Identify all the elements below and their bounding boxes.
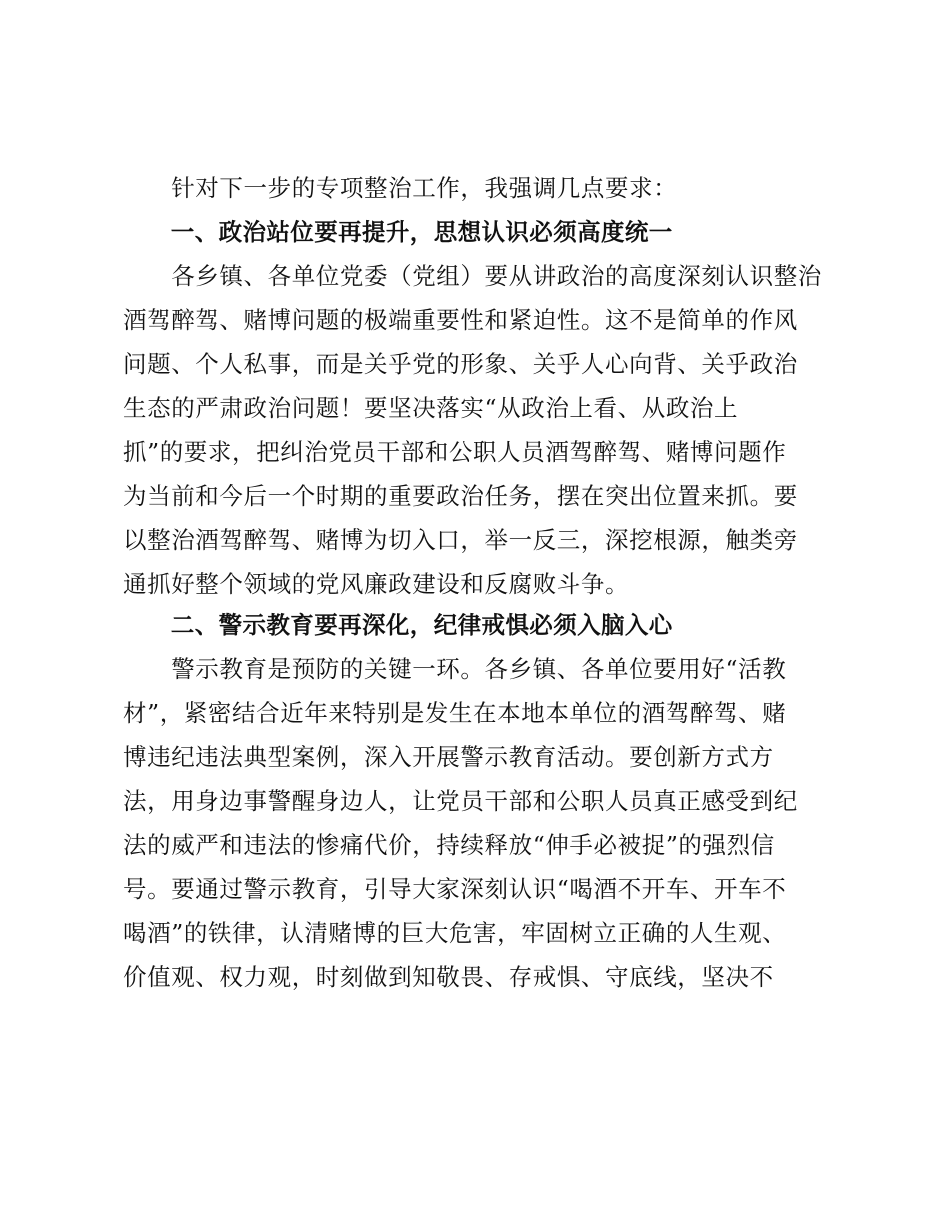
paragraph-line: 生态的严肃政治问题！要坚决落实“从政治上看、从政治上: [123, 394, 739, 422]
paragraph-line: 号。要通过警示教育，引导大家深刻认识“喝酒不开车、开车不: [123, 875, 787, 903]
paragraph-line: 为当前和今后一个时期的重要政治任务，摆在突出位置来抓。要: [123, 482, 798, 510]
paragraph-line: 问题、个人私事，而是关乎党的形象、关乎人心向背、关乎政治: [123, 350, 798, 378]
paragraph-line: 抓”的要求，把纠治党员干部和公职人员酒驾醉驾、赌博问题作: [123, 438, 787, 466]
paragraph-line: 各乡镇、各单位党委（党组）要从讲政治的高度深刻认识整治: [123, 262, 822, 290]
intro-line: 针对下一步的专项整治工作，我强调几点要求：: [123, 174, 678, 202]
section-heading-1: 一、政治站位要再提升，思想认识必须高度统一: [123, 218, 673, 246]
paragraph-line: 酒驾醉驾、赌博问题的极端重要性和紧迫性。这不是简单的作风: [123, 306, 798, 334]
paragraph-line: 法的威严和违法的惨痛代价，持续释放“伸手必被捉”的强烈信: [123, 831, 775, 859]
paragraph-line: 以整治酒驾醉驾、赌博为切入口，举一反三，深挖根源，触类旁: [123, 526, 798, 554]
paragraph-line: 法，用身边事警醒身边人，让党员干部和公职人员真正感受到纪: [123, 787, 798, 815]
section-heading-2: 二、警示教育要再深化，纪律戒惧必须入脑入心: [123, 611, 673, 639]
paragraph-line: 价值观、权力观，时刻做到知敬畏、存戒惧、守底线，坚决不: [123, 963, 774, 991]
paragraph-line: 通抓好整个领域的党风廉政建设和反腐败斗争。: [123, 570, 630, 598]
paragraph-line: 材”，紧密结合近年来特别是发生在本地本单位的酒驾醉驾、赌: [123, 699, 787, 727]
paragraph-line: 喝酒”的铁律，认清赌博的巨大危害，牢固树立正确的人生观、: [123, 919, 787, 947]
paragraph-line: 警示教育是预防的关键一环。各乡镇、各单位要用好“活教: [123, 655, 787, 683]
paragraph-line: 博违纪违法典型案例，深入开展警示教育活动。要创新方式方: [123, 743, 774, 771]
